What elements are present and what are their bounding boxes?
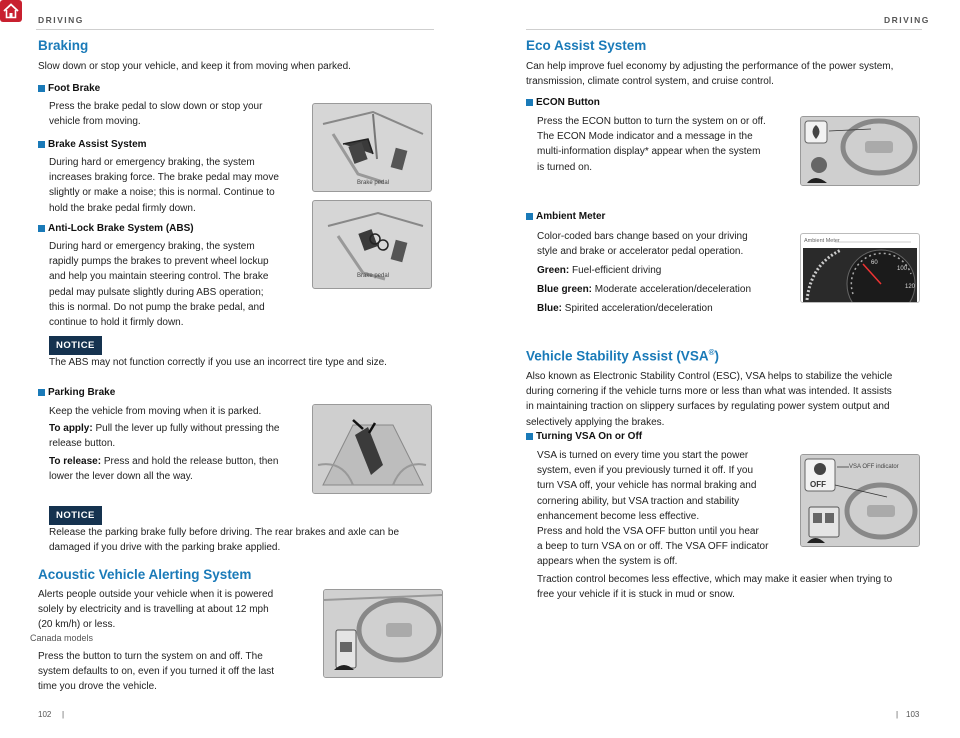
notice-badge-2: NOTICE [49,506,102,525]
ambient-meter-title: Ambient Meter [536,211,606,222]
avas-text-2: Press the button to turn the system on and off. The system defaults to on, even if you turned it off the last time you drove the vehicle. [38,651,275,693]
parking-brake-heading [38,387,115,398]
avas-text: Alerts people outside your vehicle when it is powered solely by electricity and is travelling at about 12 mph (20 km/h) or less. [38,589,274,631]
econ-button-text: Press the ECON button to turn the system on or off. The ECON Mode indicator and a message in the multi-information display* appear when the system is turned on. [537,116,766,173]
econ-button-title: ECON Button [536,97,600,108]
avas-title: Acoustic Vehicle Alerting System [38,567,252,582]
ambient-blue-green: Blue green: Moderate acceleration/deceleration [537,284,751,295]
brake-pedal-caption-2: Brake pedal [357,273,390,279]
square-bullet-icon [526,213,533,220]
square-bullet-icon [38,85,45,92]
right-page-separator: | [896,710,899,719]
parking-apply-text: To apply: Pull the lever up fully without pressing the release button. [49,423,280,450]
ambient-blue: Blue: Spirited acceleration/deceleration [537,303,713,314]
left-page-header: DRIVING [38,15,84,25]
vsa-off-label: OFF [810,480,826,489]
vsa-off-indicator-caption: VSA OFF indicator [849,464,899,470]
canada-models-label: Canada models [30,633,94,643]
foot-brake-title: Foot Brake [48,83,101,94]
svg-text:100: 100 [897,266,908,272]
turning-vsa-heading [526,431,642,442]
parking-brake-line1: Keep the vehicle from moving when it is parked. [49,406,262,417]
home-icon[interactable] [0,0,22,22]
econ-button-heading [526,97,600,108]
turning-vsa-text: VSA is turned on every time you start the power system, even if you previously turned it off. If you turn VSA off, your vehicle has normal braking and cornering ability, but VSA traction and stability enhancement become less effective. [537,450,757,522]
foot-brake-heading [38,83,100,94]
left-header-rule [36,29,434,30]
svg-text:60: 60 [871,260,878,266]
parking-brake-illustration [312,404,432,494]
left-page-separator: | [62,710,65,719]
ambient-meter-caption: Ambient Meter [804,238,840,244]
right-page-header: DRIVING [884,15,930,25]
right-header-rule [526,29,922,30]
brake-pedal-illustration-2 [312,200,432,289]
square-bullet-icon [526,99,533,106]
notice-text-1: The ABS may not function correctly if you use an incorrect tire type and size. [49,357,387,368]
square-bullet-icon [526,433,533,440]
ambient-meter-text: Color-coded bars change based on your driving style and brake or accelerator pedal operation. [537,231,748,258]
eco-assist-title: Eco Assist System [526,38,647,53]
left-page-number: 102 [38,710,52,719]
abs-heading [38,223,194,234]
brake-pedal-illustration-1 [312,103,432,192]
parking-brake-title: Parking Brake [48,387,116,398]
notice-text-2: Release the parking brake fully before driving. The rear brakes and axle can be damaged if you drive with the parking brake applied. [49,527,400,554]
brake-assist-heading [38,139,147,150]
avas-dashboard-illustration [323,589,443,678]
right-page-number: 103 [906,710,920,719]
notice-badge-1: NOTICE [49,336,102,355]
svg-text:120: 120 [905,284,916,290]
foot-brake-text: Press the brake pedal to slow down or stop your vehicle from moving. [49,101,263,128]
square-bullet-icon [38,141,45,148]
brake-assist-text: During hard or emergency braking, the system increases braking force. The brake pedal may move slightly or make a noise; this is normal. Continue to hold the brake pedal firmly down. [49,157,279,214]
ambient-green: Green: Fuel-efficient driving [537,265,662,276]
brake-pedal-caption-1: Brake pedal [357,180,390,186]
eco-assist-intro: Can help improve fuel economy by adjusting the performance of the power system, transmission, climate control system, and cruise control. [526,61,894,88]
vsa-title: Vehicle Stability Assist (VSA®) [526,348,719,364]
turning-vsa-text-3: Traction control becomes less effective, which may make it easier when trying to free your vehicle if it is stuck in mud or snow. [537,574,893,601]
braking-intro: Slow down or stop your vehicle, and keep it from moving when parked. [38,61,351,72]
brake-assist-title: Brake Assist System [48,139,147,150]
ambient-meter-heading [526,211,605,222]
vsa-dashboard-illustration [800,454,920,547]
turning-vsa-text-2: Press and hold the VSA OFF button until you hear a beep to turn VSA on or off. The VSA OFF indicator appears when the system is off. [537,526,769,568]
ambient-meter-illustration [800,233,920,303]
econ-dashboard-illustration [800,116,920,186]
vsa-intro: Also known as Electronic Stability Control (ESC), VSA helps to stabilize the vehicle during cornering if the vehicle turns more or less than what was intended. It assists in maintaining traction on slippery surfaces by regulating power system output and selectively applying the brakes. [526,371,893,428]
braking-title: Braking [38,38,89,53]
abs-text: During hard or emergency braking, the system rapidly pumps the brakes to prevent wheel lockup and help you maintain steering control. The brake pedal may pulsate slightly during ABS operation; this is normal. Do not pump the brake pedal, and continue to hold it firmly down. [49,241,269,329]
abs-title: Anti-Lock Brake System (ABS) [48,223,194,234]
square-bullet-icon [38,225,45,232]
parking-release-text: To release: Press and hold the release button, then lower the lever down all the way. [49,456,279,483]
turning-vsa-title: Turning VSA On or Off [536,431,643,442]
square-bullet-icon [38,389,45,396]
